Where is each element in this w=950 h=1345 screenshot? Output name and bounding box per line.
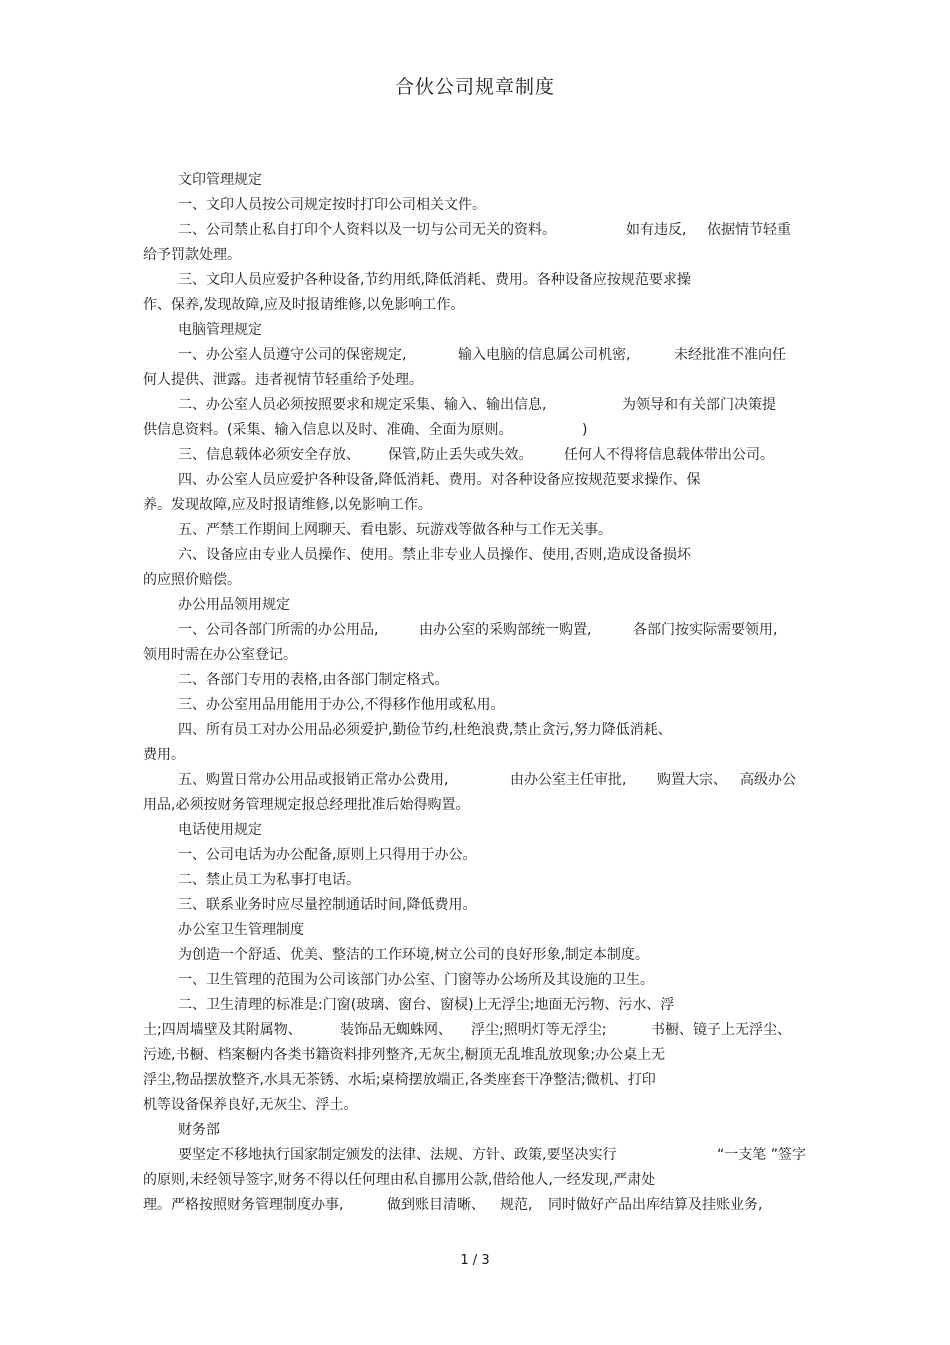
text-line: 三、信息载体必须安全存放、	[178, 447, 360, 463]
text-line: 三、文印人员应爱护各种设备,节约用纸,降低消耗、费用。各种设备应按规范要求操	[178, 272, 691, 288]
text-line: 书橱、镜子上无浮尘、	[651, 1022, 791, 1038]
text-line: 的原则,未经领导签字,财务不得以任何理由私自挪用公款,借给他人,一经发现,严肃处	[143, 1172, 656, 1188]
text-line: 四、所有员工对办公用品必须爱护,勤俭节约,杜绝浪费,禁止贪污,努力降低消耗、	[178, 722, 672, 738]
text-line: 电脑管理规定	[178, 322, 262, 338]
text-line: 土;四周墙壁及其附属物、	[143, 1022, 302, 1038]
text-line: 领用时需在办公室登记。	[143, 647, 297, 663]
text-line: 五、严禁工作期间上网聊天、看电影、玩游戏等做各种与工作无关事。	[178, 522, 612, 538]
text-line: 三、联系业务时应尽量控制通话时间,降低费用。	[178, 897, 477, 913]
page-number: 1 / 3	[460, 1253, 490, 1268]
text-line: 各部门按实际需要领用,	[633, 622, 778, 638]
text-line: 做到账目清晰、	[387, 1197, 485, 1213]
text-line: 办公室卫生管理制度	[178, 922, 304, 938]
text-line: 高级办公	[740, 772, 796, 788]
text-line: 一、办公室人员遵守公司的保密规定,	[178, 347, 407, 363]
text-line: 输入电脑的信息属公司机密,	[458, 347, 631, 363]
text-line: 文印管理规定	[178, 172, 262, 188]
text-line: 由办公室的采购部统一购置,	[419, 622, 592, 638]
text-line: 为领导和有关部门决策提	[622, 397, 776, 413]
text-line: 一、文印人员按公司规定按时打印公司相关文件。	[178, 197, 486, 213]
text-line: 保管,防止丢失或失效。	[388, 447, 533, 463]
text-line: 二、公司禁止私自打印个人资料以及一切与公司无关的资料。	[178, 222, 556, 238]
text-line: 供信息资料。(采集、输入信息以及时、准确、全面为原则。	[143, 422, 513, 438]
text-line: 电话使用规定	[178, 822, 262, 838]
text-line: 养。发现故障,应及时报请维修,以免影响工作。	[143, 497, 432, 513]
text-line: 的应照价赔偿。	[143, 572, 241, 588]
text-line: 机等设备保养良好,无灰尘、浮土。	[143, 1097, 358, 1113]
text-line: 购置大宗、	[657, 772, 727, 788]
text-line: 一、卫生管理的范围为公司该部门办公室、门窗等办公场所及其设施的卫生。	[178, 972, 654, 988]
text-line: 作、保养,发现故障,应及时报请维修,以免影响工作。	[143, 297, 465, 313]
text-line: 一、公司各部门所需的办公用品,	[178, 622, 379, 638]
text-line: 办公用品领用规定	[178, 597, 290, 613]
text-line: “一支笔 ”签字	[717, 1147, 806, 1163]
text-line: 为创造一个舒适、优美、整洁的工作环境,树立公司的良好形象,制定本制度。	[178, 947, 649, 963]
text-line: 未经批准不准向任	[674, 347, 786, 363]
text-line: 二、卫生清理的标准是:门窗(玻璃、窗台、窗棂)上无浮尘;地面无污物、污水、浮	[178, 997, 675, 1013]
text-line: 依据情节轻重	[707, 222, 791, 238]
text-line: 理。严格按照财务管理制度办事,	[143, 1197, 344, 1213]
text-line: 同时做好产品出库结算及挂账业务,	[548, 1197, 763, 1213]
text-line: 任何人不得将信息载体带出公司。	[564, 447, 774, 463]
text-line: 要坚定不移地执行国家制定颁发的法律、法规、方针、政策,要坚决实行	[178, 1147, 617, 1163]
text-line: 给予罚款处理。	[143, 247, 241, 263]
text-line: 用品,必须按财务管理规定报总经理批准后始得购置。	[143, 797, 470, 813]
text-line: 一、公司电话为办公配备,原则上只得用于办公。	[178, 847, 477, 863]
text-line: 浮尘;照明灯等无浮尘;	[471, 1022, 607, 1038]
text-line: 装饰品无蜘蛛网、	[340, 1022, 452, 1038]
text-line: 由办公室主任审批,	[510, 772, 627, 788]
text-line: 浮尘,物品摆放整齐,水具无茶锈、水垢;桌椅摆放端正,各类座套干净整洁;微机、打印	[143, 1072, 656, 1088]
document-title: 合伙公司规章制度	[394, 76, 555, 98]
text-line: 二、禁止员工为私事打电话。	[178, 872, 360, 888]
text-line: 二、办公室人员必须按照要求和规定采集、输入、输出信息,	[178, 397, 547, 413]
text-line: 二、各部门专用的表格,由各部门制定格式。	[178, 672, 449, 688]
text-line: 污迹,书橱、档案橱内各类书籍资料排列整齐,无灰尘,橱顶无乱堆乱放现象;办公桌上无	[143, 1047, 666, 1063]
text-line: 何人提供、泄露。违者视情节轻重给予处理。	[143, 372, 423, 388]
text-line: 六、设备应由专业人员操作、使用。禁止非专业人员操作、使用,否则,造成设备损坏	[178, 547, 691, 563]
text-line: 规范,	[500, 1197, 533, 1213]
text-line: 五、购置日常办公用品或报销正常办公费用,	[178, 772, 449, 788]
text-line: )	[582, 422, 588, 438]
text-line: 如有违反,	[626, 222, 687, 238]
text-line: 费用。	[143, 747, 185, 763]
text-line: 四、办公室人员应爱护各种设备,降低消耗、费用。对各种设备应按规范要求操作、保	[178, 472, 701, 488]
text-line: 三、办公室用品用能用于办公,不得移作他用或私用。	[178, 697, 505, 713]
text-line: 财务部	[178, 1122, 220, 1138]
